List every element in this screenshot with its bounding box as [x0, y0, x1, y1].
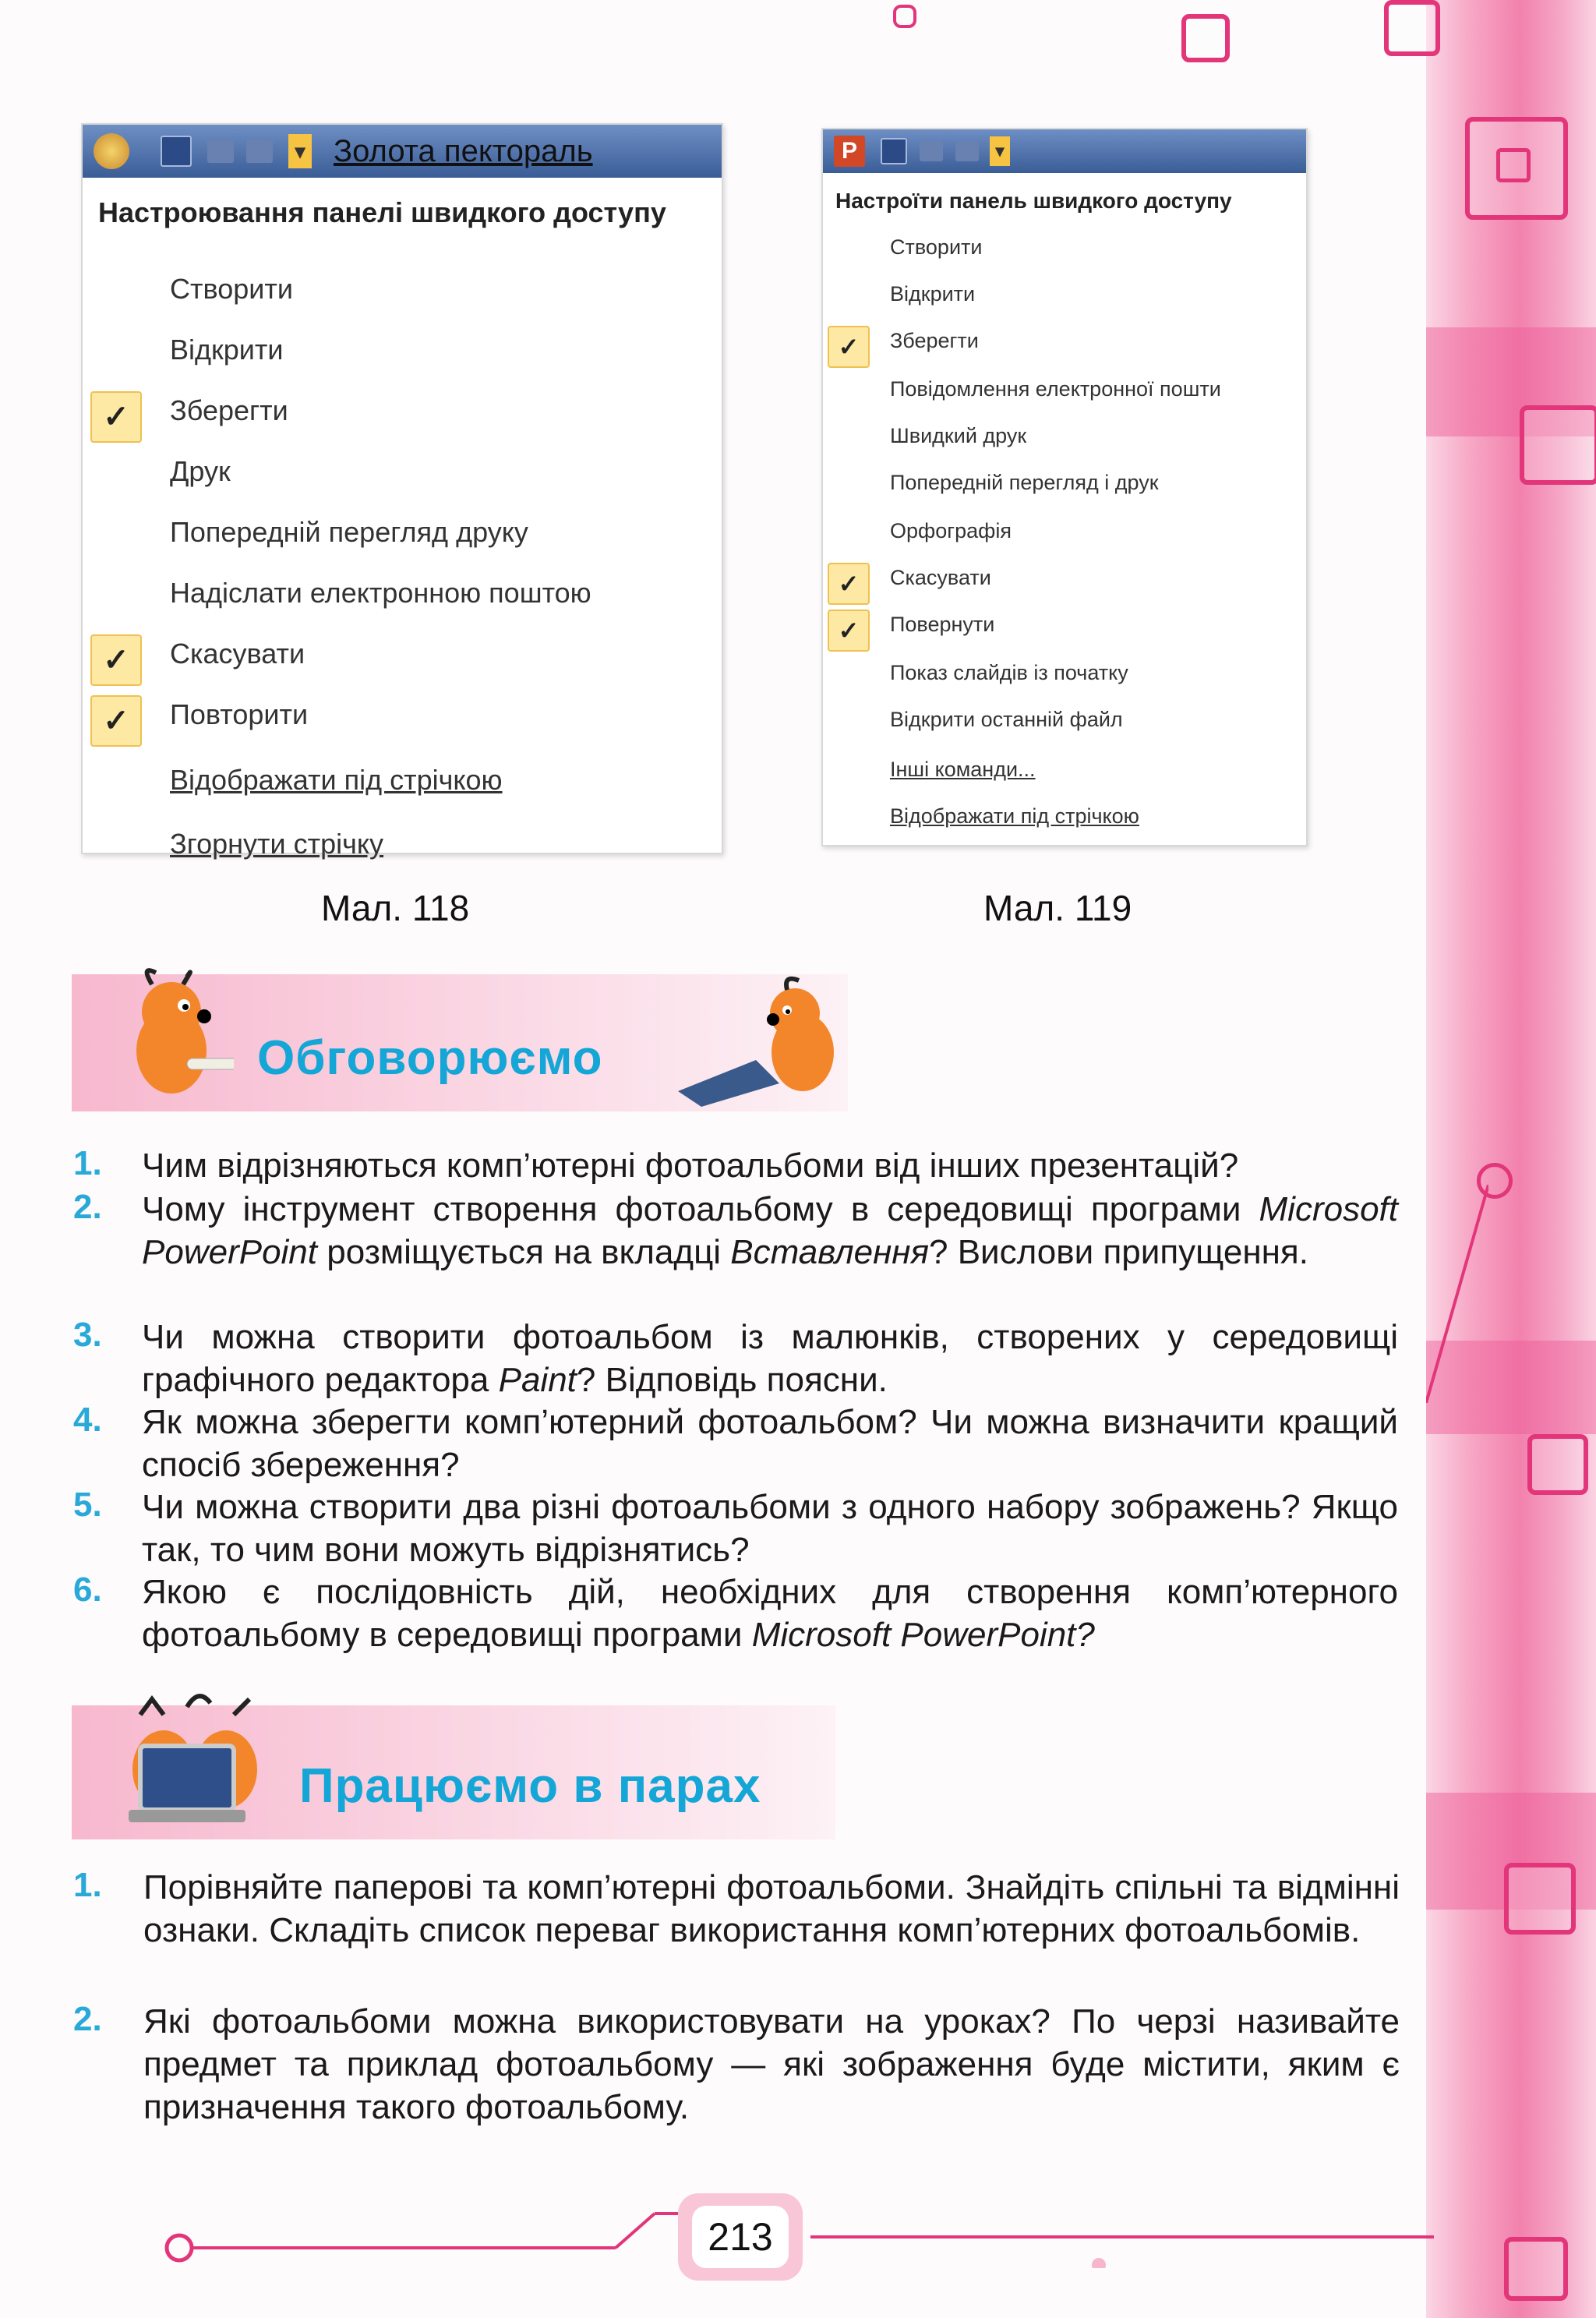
decorative-square-icon: [1527, 1434, 1588, 1495]
question-text: Як можна зберегти комп’ютерний фотоальбом? Чи можна визначити кращий спосіб збереження?: [142, 1403, 1398, 1484]
question-text: Порівняйте паперові та комп’ютерні фотоальбоми. Знайдіть спільні та відмінні ознаки. Складіть список переваг використання комп’ютерних фотоальбомів.: [143, 1868, 1400, 1949]
menu-item[interactable]: Відображати під стрічкою: [890, 804, 1139, 828]
question-number: 2.: [73, 2000, 102, 2038]
redo-icon[interactable]: [246, 140, 273, 163]
menu-item[interactable]: Повідомлення електронної пошти: [890, 377, 1221, 401]
menu-item[interactable]: Відкрити: [890, 282, 976, 306]
checkbox-checked[interactable]: ✓: [828, 326, 870, 368]
menu-header: Настроювання панелі швидкого доступу: [98, 196, 666, 228]
customize-dropdown-icon[interactable]: ▾: [288, 134, 312, 168]
checkbox-checked[interactable]: ✓: [828, 610, 870, 652]
question-text: Чим відрізняються комп’ютерні фотоальбоми від інших презентацій?: [142, 1147, 1239, 1185]
menu-item[interactable]: Повторити: [170, 698, 309, 730]
undo-icon[interactable]: [920, 141, 943, 161]
quick-access-menu-118: [81, 123, 723, 860]
title-bar: [83, 125, 722, 178]
menu-item[interactable]: Зберегти: [170, 394, 288, 426]
menu-item[interactable]: Створити: [890, 235, 983, 259]
menu-item[interactable]: Показ слайдів із початку: [890, 661, 1128, 684]
menu-item[interactable]: Відкрити останній файл: [890, 708, 1123, 731]
menu-item[interactable]: Скасувати: [170, 638, 305, 670]
dogs-with-laptop-icon: [109, 1684, 296, 1839]
checkbox-checked[interactable]: ✓: [90, 634, 142, 686]
question-number: 1.: [73, 1866, 102, 1904]
menu-item[interactable]: Орфографія: [890, 519, 1012, 542]
menu-item[interactable]: Створити: [170, 273, 293, 305]
checkbox-checked[interactable]: ✓: [90, 391, 142, 443]
powerpoint-icon[interactable]: P: [834, 136, 865, 167]
menu-item[interactable]: Попередній перегляд друку: [170, 516, 528, 548]
menu-item[interactable]: Друк: [170, 455, 231, 487]
decorative-square-icon: [1504, 2237, 1568, 2301]
decorative-square-icon: [1496, 148, 1531, 182]
save-icon[interactable]: [881, 138, 907, 164]
save-icon[interactable]: [161, 136, 192, 167]
menu-item[interactable]: Надіслати електронною поштою: [170, 577, 591, 609]
menu-item[interactable]: Швидкий друк: [890, 424, 1027, 447]
question-number: 3.: [73, 1316, 102, 1354]
section-title-discuss: Обговорюємо: [257, 1031, 603, 1085]
question-number: 4.: [73, 1401, 102, 1439]
menu-item[interactable]: Інші команди...: [890, 758, 1036, 781]
figure-caption-118: Мал. 118: [321, 888, 470, 928]
question-text: Які фотоальбоми можна використовувати на уроках? По черзі називайте предмет та приклад фотоальбому — які зображення буде містити, яким є призначення такого фотоальбому.: [143, 2002, 1400, 2126]
dog-with-bone-icon: [109, 965, 234, 1105]
quick-access-menu-119: [821, 128, 1308, 846]
checkbox-checked[interactable]: ✓: [90, 695, 142, 747]
figure-caption-119: Мал. 119: [983, 888, 1132, 928]
checkbox-checked[interactable]: ✓: [828, 563, 870, 605]
section-title-pairs: Працюємо в парах: [299, 1759, 761, 1813]
page-number: 213: [692, 2206, 789, 2268]
question-number: 5.: [73, 1486, 102, 1524]
menu-item[interactable]: Скасувати: [890, 566, 991, 589]
question-number: 1.: [73, 1144, 102, 1182]
question-text: Чому інструмент створення фотоальбому в середовищі програми Microsoft PowerPoint розміщується на вкладці Вставлення? Вислови припущення.: [142, 1190, 1398, 1271]
dog-with-laptop-icon: [670, 974, 857, 1107]
title-bar: [823, 129, 1306, 173]
decorative-square-icon: [1181, 14, 1230, 62]
question-text: Чи можна створити два різні фотоальбоми з одного набору зображень? Якщо так, то чим вони можуть відрізнятись?: [142, 1488, 1398, 1569]
office-button-icon[interactable]: [94, 133, 129, 169]
window-title: Золота пектораль: [334, 133, 593, 168]
question-number: 6.: [73, 1571, 102, 1609]
menu-item[interactable]: Відображати під стрічкою: [170, 764, 503, 796]
decorative-square-icon: [1520, 405, 1596, 485]
undo-icon[interactable]: [207, 140, 234, 163]
question-text: Якою є послідовність дій, необхідних для створення комп’ютерного фотоальбому в середовищі програми Microsoft PowerPoint?: [142, 1573, 1398, 1654]
question-number: 2.: [73, 1188, 102, 1226]
decorative-square-icon: [1384, 0, 1440, 56]
redo-icon[interactable]: [955, 141, 979, 161]
menu-item[interactable]: Попередній перегляд і друк: [890, 471, 1159, 494]
question-text: Чи можна створити фотоальбом із малюнків, створених у середовищі графічного редактора Paint? Відповідь поясни.: [142, 1318, 1398, 1399]
decorative-square-icon: [1504, 1863, 1576, 1935]
customize-dropdown-icon[interactable]: ▾: [990, 136, 1010, 166]
menu-item[interactable]: Повернути: [890, 613, 995, 636]
decorative-square-icon: [893, 5, 916, 28]
menu-header: Настроїти панель швидкого доступу: [835, 189, 1232, 213]
menu-item[interactable]: Відкрити: [170, 334, 284, 366]
menu-item[interactable]: Згорнути стрічку: [170, 828, 384, 860]
menu-item[interactable]: Зберегти: [890, 329, 979, 352]
decorative-line: [1426, 1185, 1488, 1403]
